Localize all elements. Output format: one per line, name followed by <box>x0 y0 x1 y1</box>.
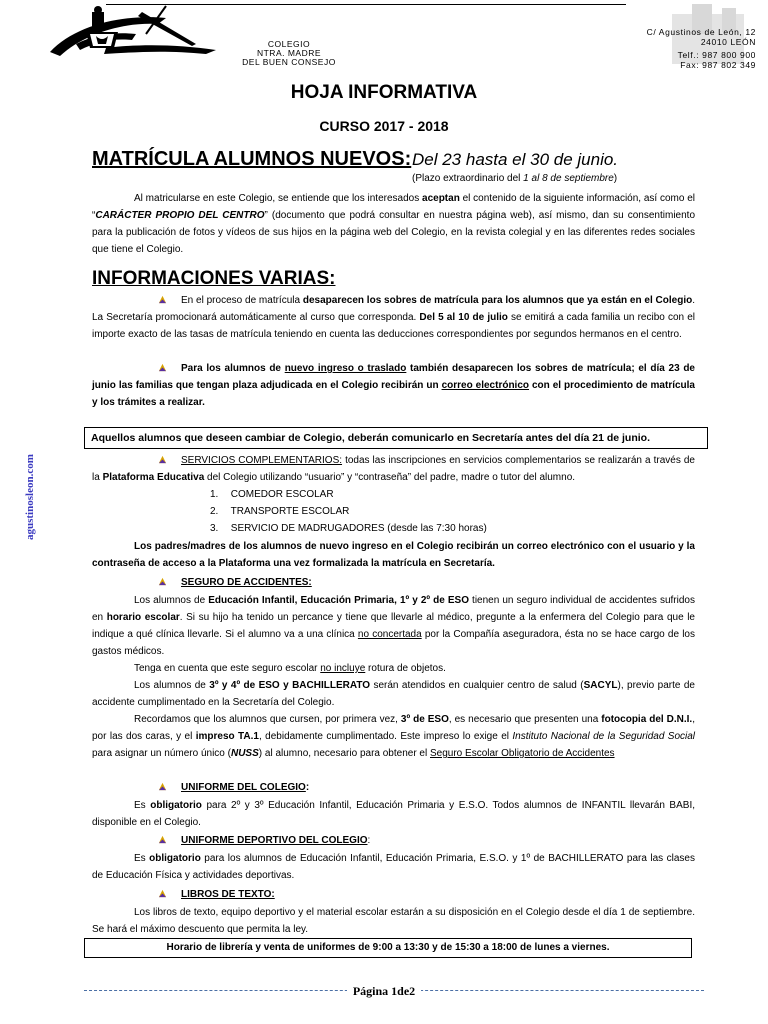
seguro-p4h: Instituto Nacional de la Seguridad Social <box>512 731 696 742</box>
page-number: Página 1de2 <box>347 984 421 998</box>
info2-a: Para los alumnos de <box>181 363 285 374</box>
seguro-p4k: ) al alumno, necesario para obtener el <box>258 748 430 759</box>
seguro-paragraph-1 <box>92 592 695 660</box>
list-number: 1. <box>210 489 219 500</box>
seguro-p1d: horario escolar <box>106 612 180 623</box>
info2-b: nuevo ingreso o traslado <box>284 363 407 374</box>
intro-e: ” (documento que podrá consultar en nuestra página web), así mismo, dan su consentimiento para la publicación de fotos y vídeos de sus hijos en la página web del Colegio, en la revista colegial y en las diferentes redes sociales que tiene el Colegio. <box>92 210 696 255</box>
seguro-p4e: , por las dos caras, y el <box>92 714 695 742</box>
list-label: SERVICIO DE MADRUGADORES (desde las 7:30 horas) <box>230 523 487 534</box>
seguro-p2a: Tenga en cuenta que este seguro escolar <box>134 663 321 674</box>
seguro-p1b: Educación Infantil, Educación Primaria, 1º y 2º de ESO <box>208 595 469 606</box>
bullet-icon <box>158 782 167 791</box>
uniforme-a: Es <box>134 800 151 811</box>
school-line3: DEL BUEN CONSEJO <box>242 57 336 67</box>
info1-e: se emitirá a cada familia un recibo con el importe exacto de las tasas de matrícula teniendo en cuenta las deducciones correspondientes por segundos hermanos en el centro. <box>92 312 695 340</box>
address-line1: C/ Agustinos de León, 12 <box>646 27 756 37</box>
seguro-paragraph-4 <box>92 711 695 762</box>
intro-c: el contenido de la siguiente información, así como el “ <box>92 193 696 221</box>
school-line2: NTRA. MADRE <box>256 48 322 58</box>
fax: Fax: 987 802 349 <box>680 59 756 70</box>
list-item <box>210 503 487 520</box>
deportivo-c: para los alumnos de Educación Infantil, Educación Primaria, E.S.O. y 1º de BACHILLERATO para las clases de Educación Física y actividades deportivas. <box>92 853 695 881</box>
seguro-p3b: 3º y 4º de ESO y BACHILLERATO <box>209 680 371 691</box>
deportivo-heading <box>92 832 695 849</box>
bullet-icon <box>158 455 167 464</box>
list-item <box>210 486 487 503</box>
uniforme-colon: : <box>305 782 310 793</box>
letterhead <box>46 4 754 68</box>
plazo-post: ) <box>613 173 618 184</box>
info1-d: Del 5 al 10 de julio <box>419 312 508 323</box>
seguro-p3e: ), previo parte de accidente cumplimentado en la Secretaría del Colegio. <box>92 680 695 708</box>
libros-paragraph <box>92 904 695 938</box>
libros-text: Los libros de texto, equipo deportivo y el material escolar estarán a su disposición en el Colegio desde el día 1 de septiembre. Se hará el máximo descuento que permita la ley. <box>92 907 695 935</box>
address-line2: 24010 LEÓN <box>700 36 756 47</box>
school-line1: COLEGIO <box>267 39 311 49</box>
seguro-p1a: Los alumnos de <box>134 595 209 606</box>
uniforme-paragraph <box>92 797 695 831</box>
info1-c: . La Secretaría promocionará automáticamente al curso que corresponda. <box>92 295 695 323</box>
uniforme-b: obligatorio <box>150 800 202 811</box>
list-label: COMEDOR ESCOLAR <box>230 489 334 500</box>
deportivo-a: Es <box>134 853 150 864</box>
seguro-p4f: impreso TA.1 <box>195 731 259 742</box>
list-number: 3. <box>210 523 219 534</box>
info2-e: con el procedimiento de matrícula y los trámites a realizar. <box>92 380 695 408</box>
info-paragraph-1 <box>92 292 695 343</box>
seguro-title: SEGURO DE ACCIDENTES: <box>181 577 312 588</box>
deportivo-colon: : <box>367 835 371 846</box>
list-item <box>210 520 487 537</box>
deportivo-paragraph <box>92 850 695 884</box>
plazo-extraordinario <box>412 173 617 184</box>
seguro-heading <box>92 574 695 591</box>
intro-paragraph <box>92 190 695 258</box>
page-title: HOJA INFORMATIVA <box>290 82 478 103</box>
intro-a: Al matricularse en este Colegio, se entiende que los interesados <box>134 193 423 204</box>
side-url <box>10 430 36 550</box>
seguro-p3a: Los alumnos de <box>134 680 210 691</box>
seguro-p4c: , es necesario que presenten una <box>448 714 602 725</box>
horario-box: Horario de librería y venta de uniformes de 9:00 a 13:30 y de 15:30 a 18:00 de lunes a viernes. <box>84 938 692 958</box>
side-url-text[interactable]: agustinosleon.com <box>24 454 36 540</box>
school-name <box>194 40 384 67</box>
deportivo-title: UNIFORME DEPORTIVO DEL COLEGIO <box>181 835 368 846</box>
uniforme-title: UNIFORME DEL COLEGIO <box>181 782 306 793</box>
info-paragraph-2 <box>92 360 695 411</box>
seguro-p3d: SACYL <box>583 680 618 691</box>
info1-b: desaparecen los sobres de matrícula para los alumnos que ya están en el Colegio <box>302 295 693 306</box>
servicios-paragraph <box>92 452 695 486</box>
bullet-icon <box>158 835 167 844</box>
servicios-c: del Colegio utilizando “usuario” y “contraseña” del padre, madre o tutor del alumno. <box>204 472 576 483</box>
intro-d: CARÁCTER PROPIO DEL CENTRO <box>95 210 265 221</box>
seguro-p2b: no incluye <box>320 663 366 674</box>
servicios-title: SERVICIOS COMPLEMENTARIOS: <box>181 455 343 466</box>
plazo-dates: 1 al 8 de septiembre <box>523 173 614 184</box>
info-heading: INFORMACIONES VARIAS: <box>92 268 336 289</box>
info2-d: correo electrónico <box>441 380 530 391</box>
seguro-p1c: tienen un seguro individual de accidentes sufridos en <box>92 595 695 623</box>
matricula-dates: Del 23 hasta el 30 de junio. <box>412 150 619 169</box>
intro-b: aceptan <box>422 193 460 204</box>
address-block <box>576 28 756 70</box>
phone: Telf.: 987 800 900 <box>677 50 756 60</box>
seguro-p4b: 3º de ESO <box>400 714 449 725</box>
seguro-p2c: rotura de objetos. <box>365 663 446 674</box>
boxed-notice: Aquellos alumnos que deseen cambiar de Colegio, deberán comunicarlo en Secretaría antes del día 21 de junio. <box>84 427 708 449</box>
seguro-p3c: serán atendidos en cualquier centro de salud ( <box>370 680 584 691</box>
servicios-list <box>210 486 487 537</box>
deportivo-b: obligatorio <box>149 853 201 864</box>
course-title: CURSO 2017 - 2018 <box>319 118 449 134</box>
seguro-p4a: Recordamos que los alumnos que cursen, por primera vez, <box>134 714 401 725</box>
seguro-p4j: NUSS <box>230 748 259 759</box>
plazo-pre: (Plazo extraordinario del <box>412 173 524 184</box>
info1-a: En el proceso de matrícula <box>181 295 303 306</box>
info2-c: también desaparecen los sobres de matrícula; el día 23 de junio las familias que tengan plaza adjudicada en el Colegio recibirán un <box>92 363 695 391</box>
seguro-p4l: Seguro Escolar Obligatorio de Accidentes <box>430 748 615 759</box>
seguro-paragraph-2 <box>92 660 695 677</box>
servicios-a: todas las inscripciones en servicios complementarios se realizarán a través de la <box>92 455 695 483</box>
libros-title: LIBROS DE TEXTO: <box>181 889 275 900</box>
bullet-icon <box>158 295 167 304</box>
libros-heading <box>92 886 695 903</box>
servicios-closing-text: Los padres/madres de los alumnos de nuevo ingreso en el Colegio recibirán un correo electrónico con el usuario y la contraseña de acceso a la Plataforma una vez formalizada la matrícula en Secretaría. <box>92 541 695 569</box>
seguro-p1f: no concertada <box>357 629 422 640</box>
seguro-p4d: fotocopia del D.N.I. <box>601 714 693 725</box>
seguro-p4g: , debidamente cumplimentado. Este impreso lo exige el <box>258 731 513 742</box>
seguro-p4i: para asignar un número único ( <box>92 748 231 759</box>
list-label: TRANSPORTE ESCOLAR <box>230 506 350 517</box>
matricula-heading: MATRÍCULA ALUMNOS NUEVOS: <box>92 148 412 170</box>
uniforme-c: para 2º y 3º Educación Infantil, Educación Primaria y E.S.O. Todos alumnos de INFANTIL llevarán BABI, disponible en el Colegio. <box>92 800 695 828</box>
seguro-paragraph-3 <box>92 677 695 711</box>
bullet-icon <box>158 889 167 898</box>
list-number: 2. <box>210 506 219 517</box>
servicios-closing <box>92 538 695 572</box>
bullet-icon <box>158 577 167 586</box>
servicios-b: Plataforma Educativa <box>102 472 205 483</box>
seguro-p1e: . Si su hijo ha tenido un percance y tiene que llevarle al médico, pregunte a la enfermera del Colegio para que le indique a qué clínica llevarle. Si el alumno va a una clínica <box>92 612 695 640</box>
bullet-icon <box>158 363 167 372</box>
seguro-p1g: por la Compañía aseguradora, ésta no se hace cargo de los gastos médicos. <box>92 629 695 657</box>
uniforme-heading <box>92 779 695 796</box>
page-footer <box>0 984 768 999</box>
